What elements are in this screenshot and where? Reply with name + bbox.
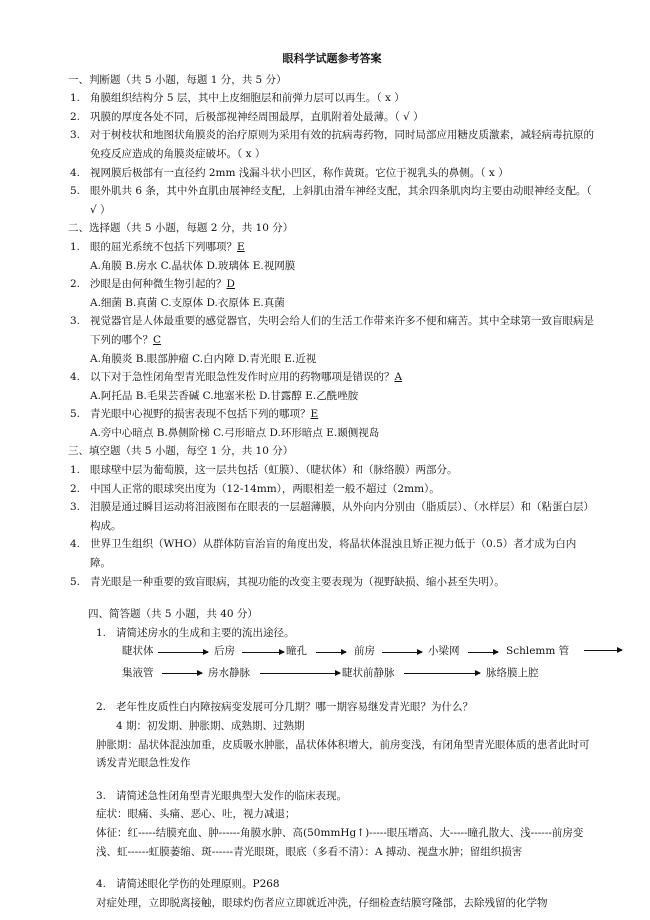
item-text: 老年性皮质性白内障按病变发展可分几期？哪一期容易继发青光眼？为什么？ xyxy=(116,701,473,714)
item-number: 3. xyxy=(70,129,81,142)
item-number: 4. xyxy=(70,371,81,384)
answer-line: 肿胀期：晶状体混浊加重，皮质吸水肿胀，晶状体体积增大，前房变浅，有闭角型青光眼体质的患者此时可诱发青光眼急性发作 xyxy=(96,738,590,770)
item-text: 请简述房水的生成和主要的流出途径。 xyxy=(116,626,295,639)
tf-item xyxy=(70,89,594,108)
item-text: 泪膜是通过瞬目运动将泪液图布在眼表的一层超薄膜，从外向内分别由（脂质层）、（水样层）和（粘蛋白层）构成。 xyxy=(90,501,594,532)
item-answer: E xyxy=(237,240,245,253)
item-number: 1. xyxy=(70,92,81,105)
mc-item xyxy=(70,275,594,294)
item-text: 巩膜的厚度各处不同，后极部视神经周围最厚，直肌附着处最薄。（ √ ） xyxy=(90,110,424,123)
item-options: A.阿托品 B.毛果芸香碱 C.地塞米松 D.甘露醇 E.乙酰唑胺 xyxy=(90,389,359,402)
flow-node: Schlemm 管 xyxy=(506,645,570,658)
fill-item xyxy=(70,480,594,499)
tf-item xyxy=(70,108,594,127)
flow-arrow xyxy=(242,652,284,653)
section-fill-blank-header: 三、填空题（共 5 小题，每空 1 分，共 10 分） xyxy=(68,445,294,458)
item-number: 3. xyxy=(70,501,81,514)
short-answer-question xyxy=(70,875,594,894)
flow-node: 小梁网 xyxy=(428,645,460,658)
item-number: 3. xyxy=(96,789,107,802)
flow-node: 前房 xyxy=(354,645,375,658)
flow-arrow xyxy=(382,652,422,653)
fill-item xyxy=(70,573,594,592)
item-text: 中国人正常的眼球突出度为（12-14mm），两眼相差一般不超过（2mm）。 xyxy=(90,482,440,495)
item-number: 4. xyxy=(70,538,81,551)
mc-item xyxy=(70,405,594,424)
short-answer-question xyxy=(70,787,594,806)
item-answer: C xyxy=(153,333,162,346)
short-answer-question xyxy=(70,698,594,717)
section-multiple-choice-header: 二、选择题（共 5 小题，每题 2 分，共 10 分） xyxy=(68,222,294,235)
flow-arrow xyxy=(158,652,208,653)
answer-line: 症状：眼痛、头痛、恶心、吐，视力减退； xyxy=(96,808,296,821)
flow-node: 后房 xyxy=(214,645,235,658)
item-options: A.细菌 B.真菌 C.支原体 D.衣原体 E.真菌 xyxy=(90,296,285,309)
item-text: 视觉器官是人体最重要的感觉器官，失明会给人们的生活工作带来许多不便和痛苦。其中全球第一致盲眼病是下列的哪个？ xyxy=(90,315,594,346)
item-answer: E xyxy=(310,408,319,421)
flow-node: 集液管 xyxy=(122,667,154,680)
item-text: 请简述急性闭角型青光眼典型大发作的临床表现。 xyxy=(116,789,347,802)
item-text: 对于树枝状和地图状角膜炎的治疗原则为采用有效的抗病毒药物，同时局部应用糖皮质激素，减轻病毒抗原的免疫反应造成的角膜炎症破坏。（ x ） xyxy=(90,129,594,160)
item-text: 青光眼中心视野的损害表现不包括下列的哪项？ xyxy=(90,408,311,421)
item-number: 2. xyxy=(70,110,81,123)
tf-item xyxy=(70,126,594,163)
flow-arrow xyxy=(316,652,346,653)
item-number: 2. xyxy=(70,278,81,291)
answer-line: 对症处理，立即脱离接触，眼球灼伤者应立即就近冲洗，仔细检查结膜穹隆部，去除残留的化学物 xyxy=(96,896,548,909)
flow-arrow xyxy=(162,673,202,674)
fill-item xyxy=(70,461,594,480)
item-number: 5. xyxy=(70,408,81,421)
item-text: 青光眼是一种重要的致盲眼病，其视功能的改变主要表现为（视野缺损、缩小甚至失明）。 xyxy=(90,575,505,588)
flow-node: 睫状前静脉 xyxy=(342,667,395,680)
item-number: 4. xyxy=(96,878,107,891)
answer-line: 体征：红-----结膜充血、肿------角膜水肿、高(50mmHg↑)-----眼压增高、大-----瞳孔散大、浅------前房变浅、虹------虹膜萎缩、斑------青光眼斑，眼底（多看不清）：A 搏动、视盘水肿；留组织损害 xyxy=(96,826,584,858)
item-number: 1. xyxy=(96,626,107,639)
flow-arrow xyxy=(468,652,498,653)
flow-arrow xyxy=(584,650,622,651)
answer-line: 4 期：初发期、肿胀期、成熟期、过熟期 xyxy=(116,720,305,732)
item-number: 1. xyxy=(70,240,81,253)
flow-node: 脉络膜上腔 xyxy=(486,667,539,680)
item-number: 4. xyxy=(70,166,81,179)
flow-node: 瞳孔 xyxy=(286,645,307,658)
item-options: A.角膜炎 B.眼部肿瘤 C.白内障 D.青光眼 E.近视 xyxy=(90,352,317,365)
item-text: 视网膜后极部有一直径约 2mm 浅漏斗状小凹区，称作黄斑。它位于视乳头的鼻侧。（ x ） xyxy=(90,166,509,179)
item-answer: D xyxy=(226,278,235,291)
item-number: 5. xyxy=(70,575,81,588)
item-number: 3. xyxy=(70,315,81,328)
flow-node: 房水静脉 xyxy=(208,667,250,680)
mc-item xyxy=(70,312,594,349)
item-text: 眼球壁中层为葡萄膜，这一层共包括（虹膜）、（睫状体）和（脉络膜）两部分。 xyxy=(90,464,458,477)
item-text: 世界卫生组织（WHO）从群体防盲治盲的角度出发，将晶状体混浊且矫正视力低于（0.5）者才成为白内障。 xyxy=(90,538,577,570)
section-true-false-header: 一、判断题（共 5 小题，每题 1 分，共 5 分） xyxy=(68,73,287,86)
item-number: 1. xyxy=(70,464,81,477)
item-text: 角膜组织结构分 5 层，其中上皮细胞层和前弹力层可以再生。（ x ） xyxy=(90,92,405,105)
item-text: 眼的屈光系统不包括下列哪项？ xyxy=(90,240,237,253)
item-number: 2. xyxy=(96,701,107,714)
item-answer: A xyxy=(394,371,403,384)
document-title: 眼科学试题参考答案 xyxy=(282,52,382,65)
item-options: A.角膜 B.房水 C.晶状体 D.玻璃体 E.视网膜 xyxy=(90,259,296,272)
item-text: 眼外肌共 6 条，其中外直肌由展神经支配，上斜肌由滑车神经支配，其余四条肌肉均主要由动眼神经支配。（ √ ） xyxy=(90,185,592,216)
item-options: A.旁中心暗点 B.鼻侧阶梯 C.弓形暗点 D.环形暗点 E.颞侧视岛 xyxy=(90,426,380,439)
flow-node: 睫状体 xyxy=(122,645,154,658)
item-text: 请简述眼化学伤的处理原则。P268 xyxy=(116,878,280,891)
section-short-answer-header: 四、简答题（共 5 小题，共 40 分） xyxy=(88,608,258,621)
fill-item xyxy=(70,535,594,572)
fill-item xyxy=(70,498,594,535)
flow-arrow xyxy=(404,673,480,674)
short-answer-question xyxy=(70,624,594,643)
tf-item xyxy=(70,182,594,219)
item-number: 2. xyxy=(70,482,81,495)
item-text: 沙眼是由何种微生物引起的？ xyxy=(90,278,227,291)
flow-arrow xyxy=(260,673,340,674)
item-text: 以下对于急性闭角型青光眼急性发作时应用的药物哪项是错误的？ xyxy=(90,371,395,384)
aqueous-flow-diagram xyxy=(96,642,594,684)
item-number: 5. xyxy=(70,185,81,198)
tf-item xyxy=(70,164,594,183)
mc-item xyxy=(70,368,594,387)
mc-item xyxy=(70,238,594,257)
